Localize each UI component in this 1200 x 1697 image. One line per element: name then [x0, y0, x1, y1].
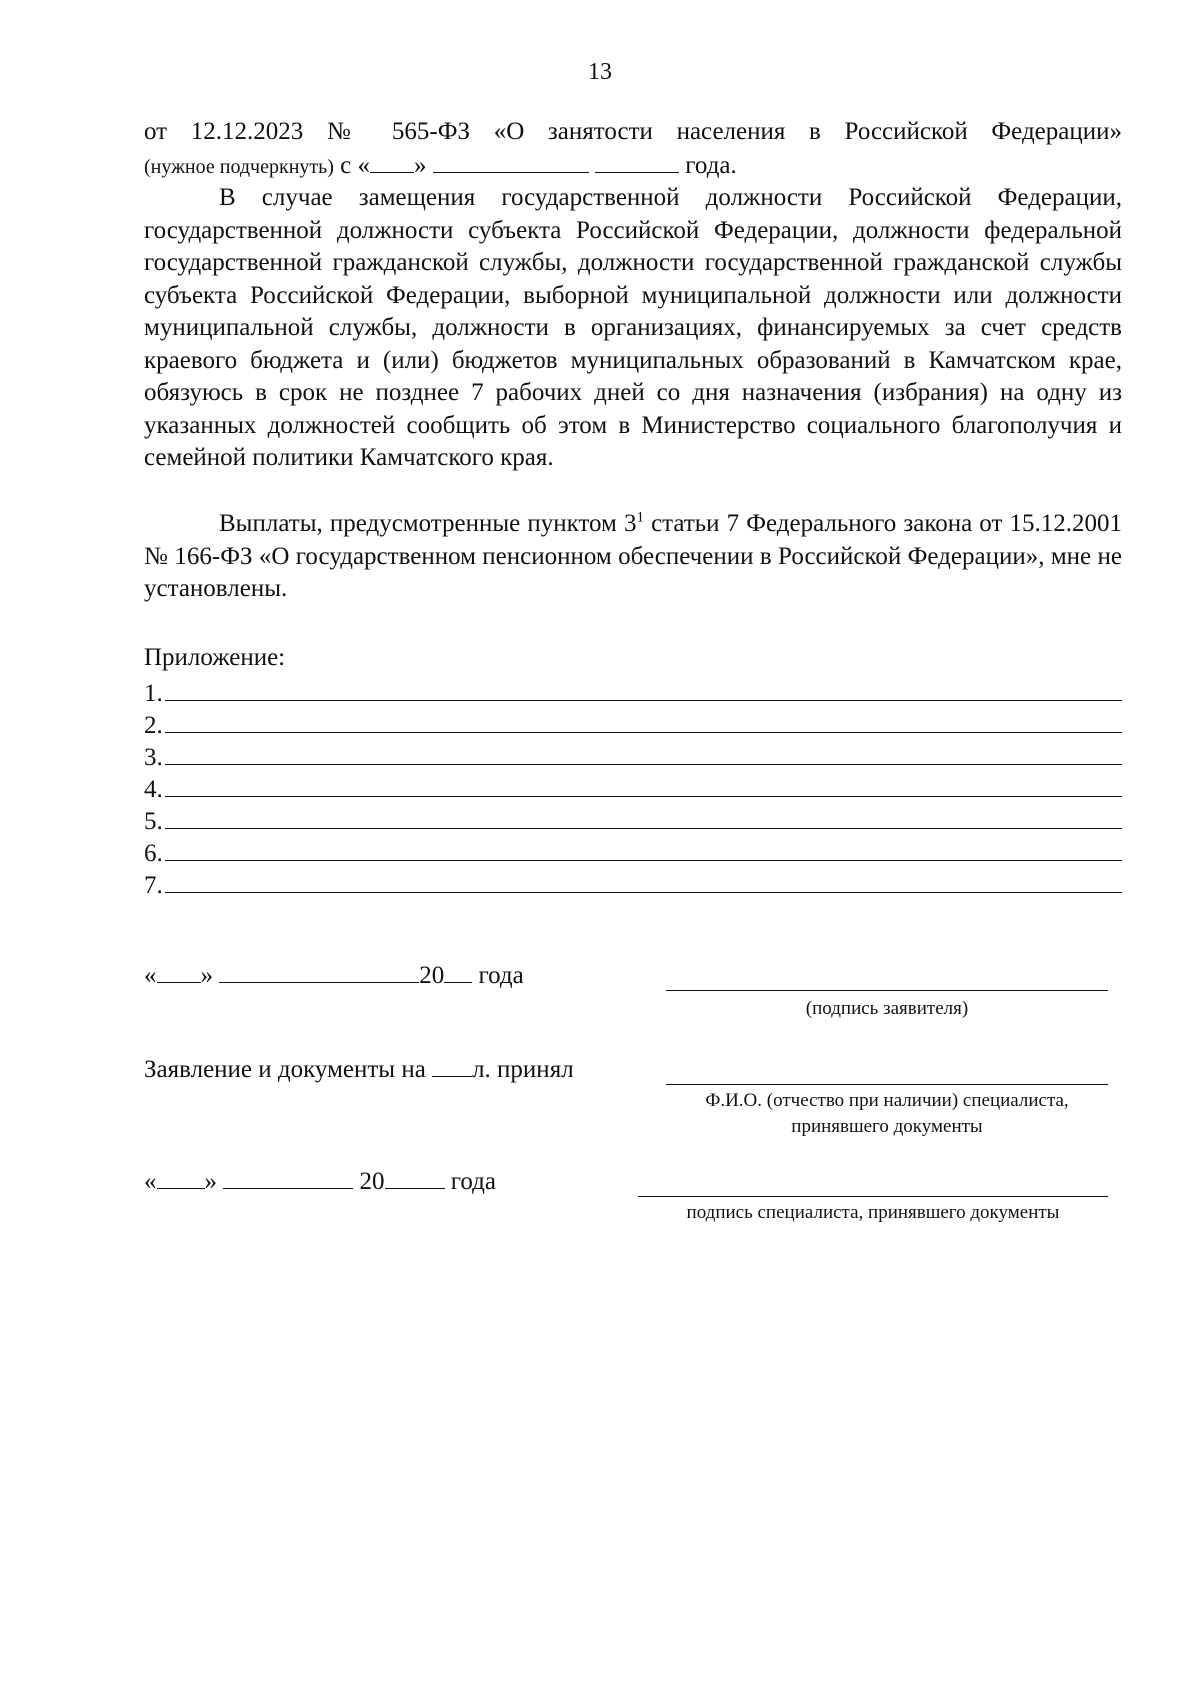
- applicant-signature-line[interactable]: [666, 990, 1108, 991]
- year-blank[interactable]: [444, 960, 472, 983]
- specialist-name-caption-line-1: Ф.И.О. (отчество при наличии) специалиста,: [705, 1090, 1069, 1111]
- month-blank[interactable]: [433, 150, 589, 173]
- paragraph-1-line-1: от 12.12.2023 № 565-ФЗ «О занятости населения в Российской Федерации»: [144, 118, 1122, 145]
- acceptance-text: [144, 1054, 574, 1086]
- month-blank[interactable]: [219, 960, 419, 983]
- attachment-number: 7.: [144, 872, 163, 899]
- attachment-row[interactable]: [144, 738, 1122, 770]
- acceptance-date: [144, 1166, 496, 1198]
- attachment-blank[interactable]: [165, 834, 1122, 861]
- year-word: года.: [679, 152, 737, 179]
- page-number: 13: [588, 59, 612, 85]
- attachment-row[interactable]: [144, 866, 1122, 898]
- paragraph-3-part-2: статьи 7 Федерального закона от 15.12.2001 № 166-ФЗ «О государственном пенсионном обеспечении в Российской Федерации», мне не установлены.: [144, 510, 1122, 602]
- day-blank[interactable]: [157, 960, 201, 983]
- day-blank[interactable]: [157, 1166, 205, 1189]
- attachment-number: 3.: [144, 744, 163, 771]
- acceptance-prefix: Заявление и документы на: [144, 1056, 433, 1083]
- attachment-blank[interactable]: [165, 674, 1122, 701]
- attachment-row[interactable]: [144, 706, 1122, 738]
- month-blank[interactable]: [223, 1166, 353, 1189]
- paragraph-3-part-1: Выплаты, предусмотренные пунктом 3: [219, 510, 637, 537]
- year-word: года: [478, 962, 524, 989]
- attachment-blank[interactable]: [165, 706, 1122, 733]
- attachment-blank[interactable]: [165, 802, 1122, 829]
- date-open-quote: с «: [333, 152, 371, 179]
- attachment-row[interactable]: [144, 770, 1122, 802]
- attachment-number: 4.: [144, 776, 163, 803]
- close-quote: »: [200, 962, 213, 989]
- year-prefix: 20: [359, 1168, 385, 1195]
- superscript: 1: [636, 509, 644, 526]
- attachment-blank[interactable]: [165, 866, 1122, 893]
- specialist-name-caption-line-2: принявшего документы: [791, 1116, 983, 1137]
- sheets-count-blank[interactable]: [432, 1054, 472, 1077]
- attachment-number: 6.: [144, 840, 163, 867]
- open-quote: «: [144, 962, 157, 989]
- application-date: [144, 960, 524, 992]
- open-quote: «: [144, 1168, 157, 1195]
- specialist-signature-caption: подпись специалиста, принявшего документы: [686, 1202, 1060, 1223]
- attachment-number: 2.: [144, 712, 163, 739]
- acceptance-suffix: л. принял: [472, 1056, 574, 1083]
- paragraph-3: [144, 508, 1122, 606]
- attachment-blank[interactable]: [165, 770, 1122, 797]
- specialist-name-line[interactable]: [666, 1084, 1108, 1085]
- date-close-quote: »: [414, 152, 427, 179]
- attachment-number: 5.: [144, 808, 163, 835]
- year-prefix: 20: [419, 962, 445, 989]
- applicant-signature-caption: (подпись заявителя): [805, 998, 969, 1019]
- underline-note: (нужное подчеркнуть): [144, 156, 334, 178]
- attachments-title: Приложение:: [144, 644, 286, 671]
- year-blank[interactable]: [595, 150, 679, 173]
- attachment-row[interactable]: [144, 802, 1122, 834]
- day-blank[interactable]: [370, 150, 414, 173]
- year-blank[interactable]: [385, 1166, 445, 1189]
- attachment-blank[interactable]: [165, 738, 1122, 765]
- attachment-row[interactable]: [144, 674, 1122, 706]
- paragraph-1-line-2: [144, 150, 737, 183]
- specialist-signature-line[interactable]: [638, 1196, 1108, 1197]
- paragraph-2: В случае замещения государственной должности Российской Федерации, государственной должности субъекта Российской Федерации, должности федеральной государственной гражданской службы, должности государственной гражданской службы субъекта Российской Федерации, выборной муниципальной должности или должности муниципальной службы, должности в организациях, финансируемых за счет средств краевого бюджета и (или) бюджетов муниципальных образований в Камчатском крае, обязуюсь в срок не позднее 7 рабочих дней со дня назначения (избрания) на одну из указанных должностей сообщить об этом в Министерство социального благополучия и семейной политики Камчатского края.: [144, 184, 1122, 471]
- attachment-row[interactable]: [144, 834, 1122, 866]
- close-quote: »: [204, 1168, 217, 1195]
- year-word: года: [450, 1168, 496, 1195]
- attachment-number: 1.: [144, 680, 163, 707]
